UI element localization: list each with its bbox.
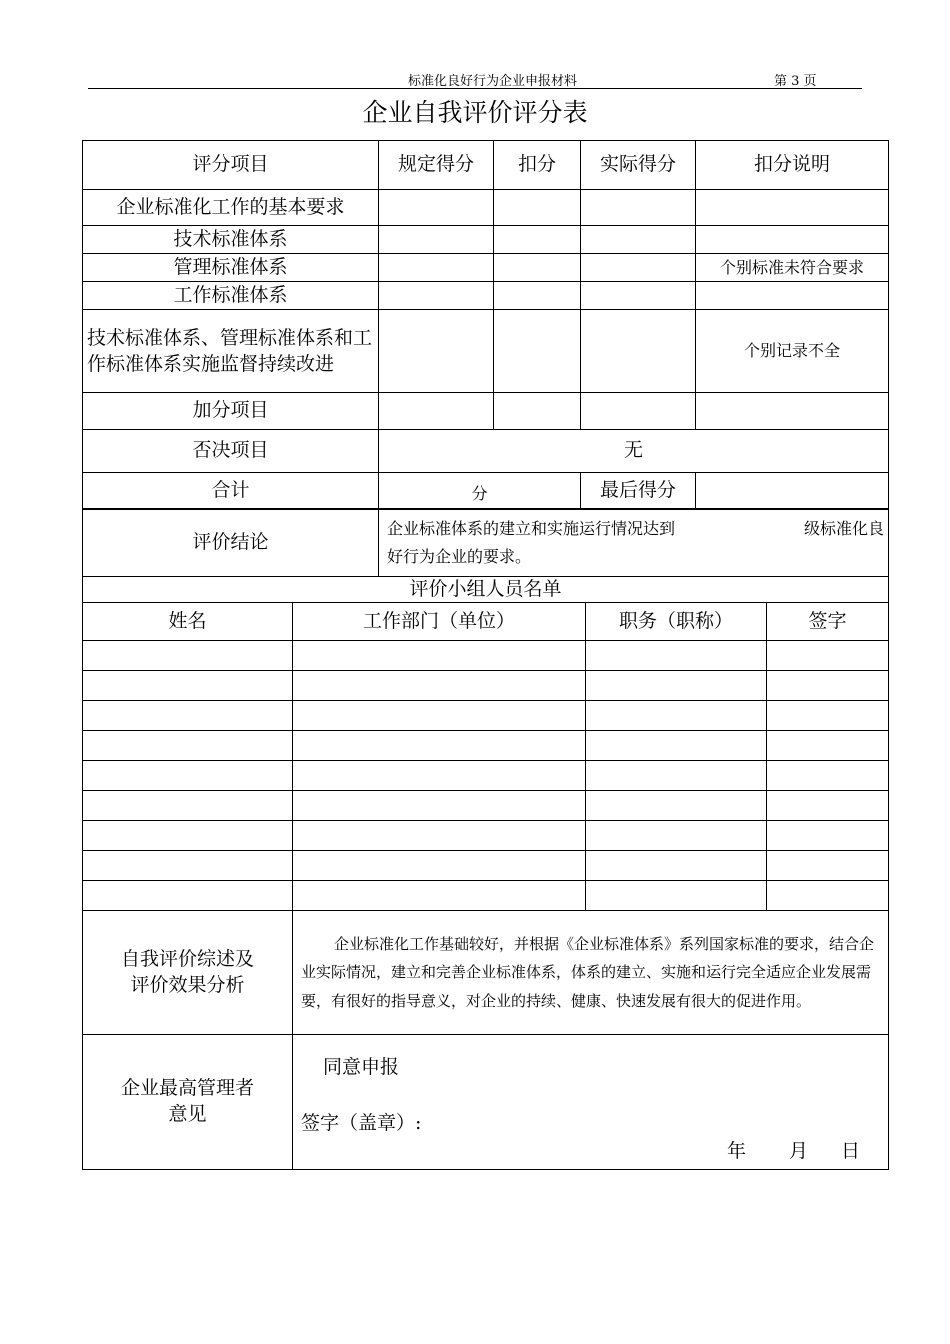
deduction-cell[interactable] xyxy=(494,282,581,310)
team-title: 评价小组人员名单 xyxy=(83,577,889,603)
row-item: 工作标准体系 xyxy=(83,282,379,310)
name-cell[interactable] xyxy=(83,881,293,911)
team-row xyxy=(83,821,889,851)
actual-score-cell[interactable] xyxy=(581,190,696,226)
team-row xyxy=(83,761,889,791)
name-cell[interactable] xyxy=(83,761,293,791)
required-score-cell[interactable] xyxy=(379,190,494,226)
signature-cell[interactable] xyxy=(767,731,889,761)
signature-cell[interactable] xyxy=(767,791,889,821)
name-cell[interactable] xyxy=(83,851,293,881)
conclusion-text-c: 好行为企业的要求。 xyxy=(387,546,532,566)
header-required-score: 规定得分 xyxy=(379,141,494,190)
deduction-cell[interactable] xyxy=(494,190,581,226)
page-title: 企业自我评价评分表 xyxy=(362,98,588,127)
department-cell[interactable] xyxy=(293,851,586,881)
row-item: 企业标准化工作的基本要求 xyxy=(83,190,379,226)
header-item: 评分项目 xyxy=(83,141,379,190)
veto-value[interactable]: 无 xyxy=(379,430,889,473)
team-row xyxy=(83,701,889,731)
opinion-text: 同意申报 xyxy=(323,1056,400,1078)
header-deduction: 扣分 xyxy=(494,141,581,190)
deduction-cell[interactable] xyxy=(494,226,581,254)
department-cell[interactable] xyxy=(293,641,586,671)
deduction-note-cell[interactable] xyxy=(696,393,889,430)
team-row xyxy=(83,851,889,881)
summary-text[interactable]: 企业标准化工作基础较好，并根据《企业标准体系》系列国家标准的要求，结合企业实际情况，建立和完善企业标准体系，体系的建立、实施和运行完全适应企业发展需要，有很好的指导意义，对企业的持续、健康、快速发展有很大的促进作用。 xyxy=(293,911,889,1035)
actual-score-cell[interactable] xyxy=(581,310,696,393)
team-row xyxy=(83,641,889,671)
department-cell[interactable] xyxy=(293,761,586,791)
name-cell[interactable] xyxy=(83,821,293,851)
signature-cell[interactable] xyxy=(767,851,889,881)
department-cell[interactable] xyxy=(293,671,586,701)
position-cell[interactable] xyxy=(586,761,767,791)
opinion-label-line2: 意见 xyxy=(168,1103,207,1125)
row-item: 技术标准体系 xyxy=(83,226,379,254)
deduction-note-cell[interactable] xyxy=(696,190,889,226)
conclusion-text[interactable] xyxy=(379,509,889,577)
position-cell[interactable] xyxy=(586,731,767,761)
actual-score-cell[interactable] xyxy=(581,226,696,254)
required-score-cell[interactable] xyxy=(379,282,494,310)
signature-cell[interactable] xyxy=(767,761,889,791)
department-cell[interactable] xyxy=(293,881,586,911)
deduction-note-cell[interactable]: 个别记录不全 xyxy=(696,310,889,393)
position-cell[interactable] xyxy=(586,791,767,821)
name-cell[interactable] xyxy=(83,731,293,761)
header-rule xyxy=(88,88,862,89)
department-cell[interactable] xyxy=(293,791,586,821)
header-actual-score: 实际得分 xyxy=(581,141,696,190)
final-score-label: 最后得分 xyxy=(581,473,696,510)
veto-label: 否决项目 xyxy=(83,430,379,473)
deduction-note-cell[interactable] xyxy=(696,282,889,310)
date-day: 日 xyxy=(841,1140,861,1162)
team-row xyxy=(83,791,889,821)
team-row xyxy=(83,731,889,761)
department-cell[interactable] xyxy=(293,821,586,851)
signature-label: 签字（盖章）: xyxy=(301,1112,422,1134)
date-month: 月 xyxy=(789,1140,809,1162)
signature-cell[interactable] xyxy=(767,821,889,851)
position-cell[interactable] xyxy=(586,851,767,881)
position-cell[interactable] xyxy=(586,881,767,911)
conclusion-label: 评价结论 xyxy=(83,509,379,577)
name-cell[interactable] xyxy=(83,641,293,671)
position-cell[interactable] xyxy=(586,641,767,671)
required-score-cell[interactable] xyxy=(379,254,494,282)
deduction-note-cell[interactable] xyxy=(696,226,889,254)
row-item: 管理标准体系 xyxy=(83,254,379,282)
department-cell[interactable] xyxy=(293,701,586,731)
signature-cell[interactable] xyxy=(767,701,889,731)
team-header-signature: 签字 xyxy=(767,603,889,641)
required-score-cell[interactable] xyxy=(379,393,494,430)
signature-cell[interactable] xyxy=(767,671,889,701)
conclusion-text-b: 级标准化良 xyxy=(803,518,884,538)
actual-score-cell[interactable] xyxy=(581,254,696,282)
date-year: 年 xyxy=(727,1140,747,1162)
department-cell[interactable] xyxy=(293,731,586,761)
conclusion-text-a: 企业标准体系的建立和实施运行情况达到 xyxy=(387,518,676,538)
required-score-cell[interactable] xyxy=(379,310,494,393)
header-deduction-note: 扣分说明 xyxy=(696,141,889,190)
opinion-label-line1: 企业最高管理者 xyxy=(120,1077,254,1100)
team-row xyxy=(83,671,889,701)
team-row xyxy=(83,881,889,911)
signature-cell[interactable] xyxy=(767,881,889,911)
row-item: 加分项目 xyxy=(83,393,379,430)
conclusion-table xyxy=(82,508,889,577)
row-item: 技术标准体系、管理标准体系和工作标准体系实施监督持续改进 xyxy=(83,310,379,393)
required-score-cell[interactable] xyxy=(379,226,494,254)
actual-score-cell[interactable] xyxy=(581,393,696,430)
name-cell[interactable] xyxy=(83,791,293,821)
name-cell[interactable] xyxy=(83,671,293,701)
deduction-note-cell[interactable]: 个别标准未符合要求 xyxy=(696,254,889,282)
final-score-value[interactable] xyxy=(696,473,889,510)
position-cell[interactable] xyxy=(586,701,767,731)
summary-label-line2: 评价效果分析 xyxy=(130,973,245,996)
team-table xyxy=(82,576,889,1170)
signature-cell[interactable] xyxy=(767,641,889,671)
name-cell[interactable] xyxy=(83,701,293,731)
header-doc-name: 标准化良好行为企业申报材料 xyxy=(408,74,578,89)
team-header-position: 职务（职称） xyxy=(586,603,767,641)
total-label: 合计 xyxy=(83,473,379,510)
total-value[interactable]: 分 xyxy=(379,473,581,510)
deduction-cell[interactable] xyxy=(494,254,581,282)
deduction-cell[interactable] xyxy=(494,310,581,393)
position-cell[interactable] xyxy=(586,821,767,851)
team-header-name: 姓名 xyxy=(83,603,293,641)
opinion-cell[interactable] xyxy=(293,1035,889,1170)
opinion-label xyxy=(83,1035,293,1170)
team-header-department: 工作部门（单位） xyxy=(293,603,586,641)
header-page-number: 第 3 页 xyxy=(774,74,817,89)
summary-label xyxy=(83,911,293,1035)
position-cell[interactable] xyxy=(586,671,767,701)
score-table xyxy=(82,140,889,510)
deduction-cell[interactable] xyxy=(494,393,581,430)
actual-score-cell[interactable] xyxy=(581,282,696,310)
summary-label-line1: 自我评价综述及 xyxy=(120,947,254,970)
